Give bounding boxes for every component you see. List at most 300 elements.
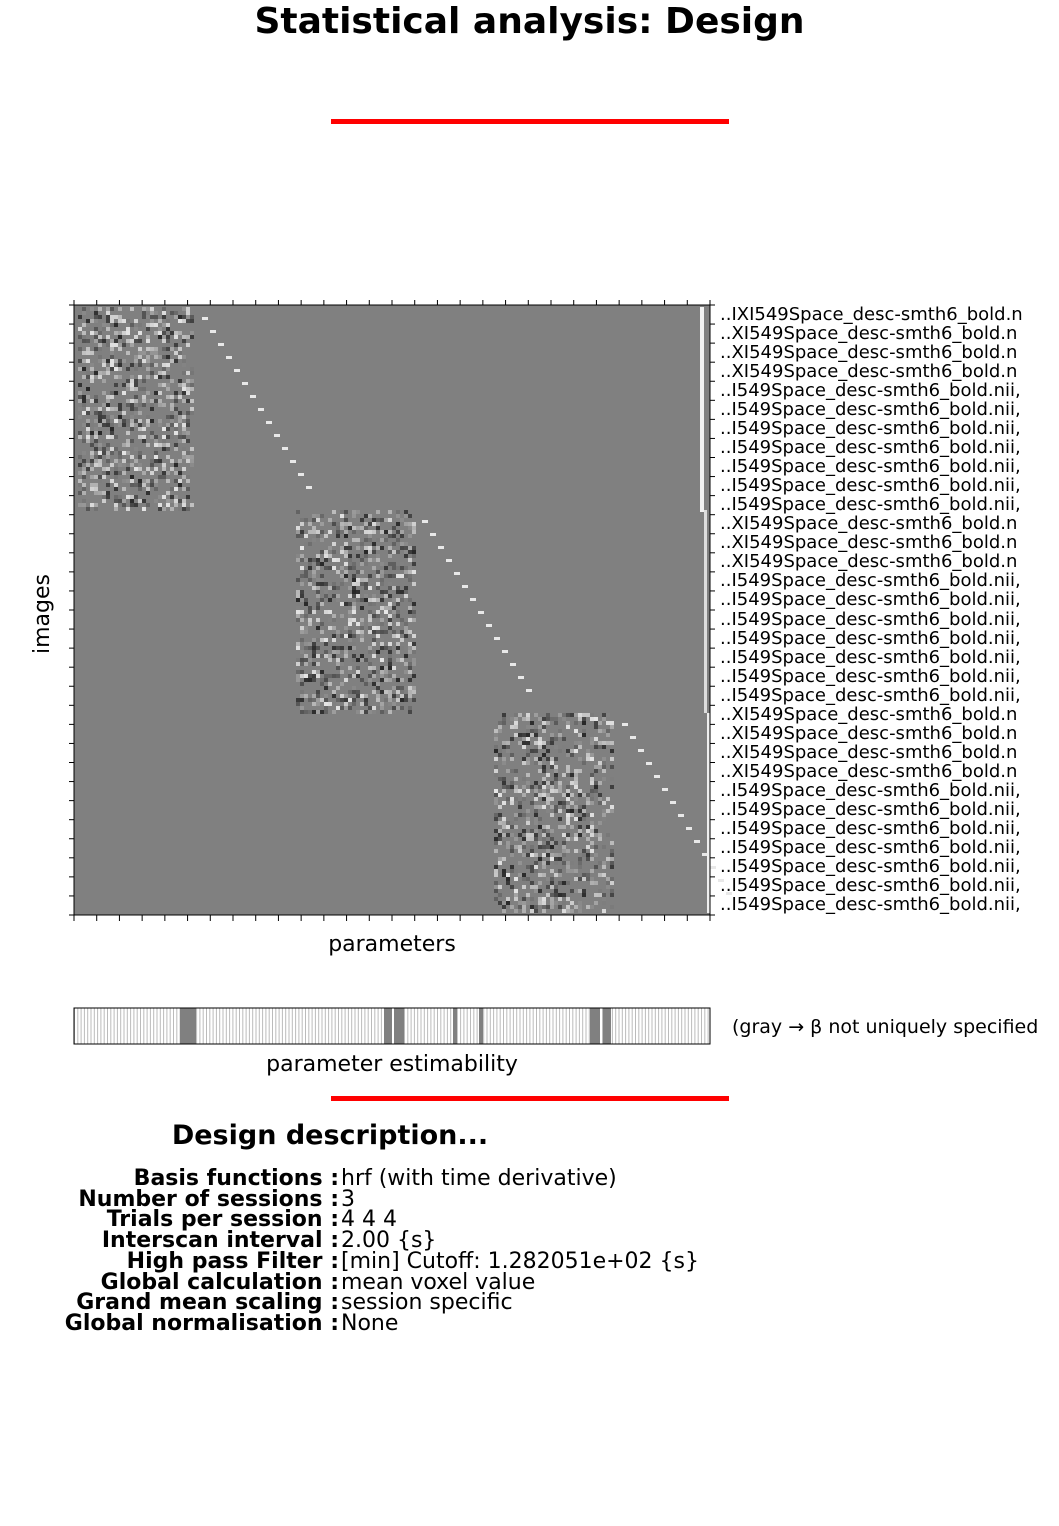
row-label: ..I549Space_desc-smth6_bold.nii, [720,780,1021,802]
matrix-cell [368,594,372,598]
matrix-cell [558,789,562,793]
estimability-caption: parameter estimability [266,1052,518,1077]
matrix-cell [388,666,392,670]
matrix-cell [360,634,364,638]
matrix-cell [550,841,554,845]
matrix-cell [534,749,538,753]
matrix-cell [550,765,554,769]
matrix-cell [166,387,170,391]
matrix-cell [506,897,510,901]
matrix-cell [570,781,574,785]
matrix-cell [138,323,142,327]
matrix-cell [392,550,396,554]
matrix-cell [174,495,178,499]
matrix-cell [400,530,404,534]
matrix-cell [388,602,392,606]
matrix-cell [506,825,510,829]
matrix-cell [372,570,376,574]
matrix-cell [352,702,356,706]
matrix-cell [380,706,384,710]
matrix-cell [368,642,372,646]
estimability-cell-divider [421,1008,422,1044]
matrix-cell [534,861,538,865]
matrix-cell [190,383,194,387]
matrix-cell [82,359,86,363]
matrix-cell [316,698,320,702]
matrix-cell [150,315,154,319]
matrix-cell [542,745,546,749]
matrix-cell [522,853,526,857]
matrix-cell [498,721,502,725]
matrix-cell [90,351,94,355]
matrix-cell [380,578,384,582]
matrix-cell [562,805,566,809]
matrix-cell [388,698,392,702]
matrix-cell [316,694,320,698]
matrix-cell [542,765,546,769]
matrix-cell [506,877,510,881]
matrix-cell [94,407,98,411]
estimability-cell-divider [259,1008,260,1044]
matrix-cell [404,522,408,526]
matrix-cell [550,813,554,817]
row-label: ..XI549Space_desc-smth6_bold.n [720,703,1018,725]
matrix-cell [550,717,554,721]
estimability-cell-divider [477,1008,478,1044]
matrix-cell [78,503,82,507]
matrix-cell [190,387,194,391]
matrix-cell [364,522,368,526]
matrix-cell [360,702,364,706]
matrix-cell [150,371,154,375]
matrix-cell [498,857,502,861]
matrix-cell [380,666,384,670]
matrix-cell [408,646,412,650]
outlier-spike [218,343,224,346]
matrix-cell [368,574,372,578]
matrix-cell [166,455,170,459]
design-description-value: mean voxel value [341,1269,536,1295]
matrix-cell [400,590,404,594]
matrix-cell [174,503,178,507]
matrix-cell [380,618,384,622]
matrix-cell [562,853,566,857]
matrix-cell [368,666,372,670]
x-axis-label: parameters [328,932,456,957]
estimability-cell-divider [546,1008,547,1044]
matrix-cell [574,773,578,777]
estimability-cell-divider [619,1008,620,1044]
matrix-cell [566,749,570,753]
estimability-cell-divider [513,1008,514,1044]
estimability-cell-divider [196,1008,197,1044]
matrix-cell [372,626,376,630]
matrix-cell [542,717,546,721]
matrix-cell [396,586,400,590]
matrix-cell [514,869,518,873]
matrix-cell [550,797,554,801]
matrix-cell [130,403,134,407]
matrix-cell [368,622,372,626]
matrix-cell [364,526,368,530]
matrix-cell [82,487,86,491]
matrix-cell [304,642,308,646]
matrix-cell [344,634,348,638]
estimability-cell-divider [444,1008,445,1044]
row-label: ..IXI549Space_desc-smth6_bold.n [720,303,1023,325]
matrix-cell [114,407,118,411]
matrix-cell [178,315,182,319]
matrix-cell [130,479,134,483]
matrix-cell [102,499,106,503]
matrix-cell [574,729,578,733]
matrix-cell [586,877,590,881]
matrix-cell [122,459,126,463]
matrix-cell [170,415,174,419]
matrix-cell [578,857,582,861]
matrix-cell [130,503,134,507]
matrix-cell [344,546,348,550]
matrix-cell [542,825,546,829]
matrix-cell [606,881,610,885]
matrix-cell [558,905,562,909]
matrix-cell [570,773,574,777]
matrix-cell [138,363,142,367]
row-label: ..I549Space_desc-smth6_bold.nii, [720,475,1021,497]
matrix-cell [388,582,392,586]
matrix-cell [182,335,186,339]
estimability-cell-divider [150,1008,151,1044]
matrix-cell [186,439,190,443]
matrix-cell [408,522,412,526]
matrix-cell [134,503,138,507]
estimability-cell-divider [84,1008,85,1044]
matrix-cell [134,395,138,399]
matrix-cell [86,431,90,435]
matrix-cell [522,825,526,829]
matrix-cell [498,753,502,757]
matrix-cell [606,713,610,717]
estimability-cell-divider [681,1008,682,1044]
estimability-cell-divider [520,1008,521,1044]
matrix-cell [360,562,364,566]
matrix-cell [538,873,542,877]
matrix-cell [78,463,82,467]
matrix-cell [316,654,320,658]
matrix-cell [514,789,518,793]
matrix-cell [574,785,578,789]
matrix-cell [364,538,368,542]
matrix-cell [344,562,348,566]
matrix-cell [506,769,510,773]
matrix-cell [554,893,558,897]
matrix-cell [510,865,514,869]
matrix-cell [610,809,614,813]
matrix-cell [324,710,328,714]
matrix-cell [78,435,82,439]
matrix-cell [376,622,380,626]
matrix-cell [86,395,90,399]
estimability-cell-divider [206,1008,207,1044]
estimability-cell-divider [483,1008,484,1044]
matrix-cell [530,749,534,753]
design-description-value: hrf (with time derivative) [341,1166,617,1191]
matrix-cell [502,741,506,745]
matrix-cell [182,371,186,375]
matrix-cell [78,367,82,371]
matrix-cell [412,610,416,614]
estimability-cell-divider [543,1008,544,1044]
matrix-cell [336,666,340,670]
matrix-cell [102,439,106,443]
matrix-cell [134,335,138,339]
matrix-cell [598,833,602,837]
matrix-cell [586,793,590,797]
matrix-cell [594,769,598,773]
matrix-cell [404,594,408,598]
matrix-cell [562,861,566,865]
matrix-cell [126,439,130,443]
matrix-cell [122,331,126,335]
matrix-cell [566,813,570,817]
matrix-cell [142,435,146,439]
matrix-cell [182,423,186,427]
matrix-cell [510,905,514,909]
matrix-cell [82,331,86,335]
matrix-cell [174,359,178,363]
matrix-cell [570,869,574,873]
estimability-cell-divider [622,1008,623,1044]
matrix-cell [494,765,498,769]
matrix-cell [514,893,518,897]
matrix-cell [526,717,530,721]
matrix-cell [106,435,110,439]
matrix-cell [562,825,566,829]
matrix-cell [586,813,590,817]
matrix-cell [502,841,506,845]
matrix-cell [98,339,102,343]
matrix-cell [102,419,106,423]
matrix-cell [182,439,186,443]
matrix-cell [110,451,114,455]
matrix-cell [582,721,586,725]
matrix-cell [166,447,170,451]
matrix-cell [526,773,530,777]
matrix-cell [586,825,590,829]
matrix-cell [542,737,546,741]
estimability-gray-cell [384,1008,392,1044]
matrix-cell [126,379,130,383]
matrix-cell [598,721,602,725]
matrix-cell [332,654,336,658]
matrix-cell [602,801,606,805]
matrix-cell [510,737,514,741]
matrix-cell [594,721,598,725]
matrix-cell [300,610,304,614]
matrix-cell [526,897,530,901]
matrix-cell [94,483,98,487]
matrix-cell [546,905,550,909]
matrix-cell [594,781,598,785]
matrix-cell [142,367,146,371]
matrix-cell [498,833,502,837]
matrix-cell [114,359,118,363]
matrix-cell [344,578,348,582]
matrix-cell [412,646,416,650]
matrix-cell [586,853,590,857]
matrix-cell [530,833,534,837]
design-description-row [0,1228,1059,1254]
matrix-cell [312,562,316,566]
matrix-cell [610,749,614,753]
estimability-cell-divider [500,1008,501,1044]
matrix-cell [404,662,408,666]
matrix-cell [598,889,602,893]
matrix-cell [182,435,186,439]
matrix-cell [78,407,82,411]
matrix-cell [134,387,138,391]
matrix-cell [316,690,320,694]
matrix-cell [522,905,526,909]
matrix-cell [114,331,118,335]
matrix-cell [574,817,578,821]
estimability-cell-divider [94,1008,95,1044]
matrix-cell [106,495,110,499]
matrix-cell [368,522,372,526]
matrix-cell [126,319,130,323]
matrix-cell [320,598,324,602]
estimability-cell-divider [434,1008,435,1044]
matrix-cell [558,749,562,753]
matrix-cell [312,538,316,542]
matrix-cell [380,690,384,694]
matrix-cell [368,626,372,630]
estimability-cell-divider [368,1008,369,1044]
matrix-cell [324,554,328,558]
matrix-cell [578,905,582,909]
matrix-cell [542,865,546,869]
matrix-cell [106,343,110,347]
matrix-cell [566,909,570,913]
matrix-cell [578,901,582,905]
matrix-cell [412,550,416,554]
matrix-cell [186,379,190,383]
matrix-cell [380,630,384,634]
matrix-cell [360,638,364,642]
matrix-cell [332,586,336,590]
matrix-cell [598,821,602,825]
matrix-cell [396,598,400,602]
estimability-cell-divider [566,1008,567,1044]
estimability-gray-cell [394,1008,404,1044]
matrix-cell [590,829,594,833]
matrix-cell [502,909,506,913]
matrix-cell [348,706,352,710]
matrix-cell [566,789,570,793]
matrix-cell [348,522,352,526]
matrix-cell [146,355,150,359]
matrix-cell [522,761,526,765]
matrix-cell [352,514,356,518]
matrix-cell [566,721,570,725]
matrix-cell [106,467,110,471]
matrix-cell [162,403,166,407]
section-divider [331,1096,729,1101]
matrix-cell [554,873,558,877]
estimability-cell-divider [292,1008,293,1044]
matrix-cell [542,897,546,901]
matrix-cell [502,757,506,761]
matrix-cell [296,558,300,562]
matrix-cell [606,877,610,881]
matrix-cell [134,407,138,411]
matrix-cell [110,351,114,355]
matrix-cell [610,889,614,893]
estimability-cell-divider [688,1008,689,1044]
matrix-cell [566,769,570,773]
matrix-cell [94,475,98,479]
matrix-cell [162,383,166,387]
row-label: ..I549Space_desc-smth6_bold.nii, [720,436,1021,458]
matrix-cell [348,614,352,618]
matrix-cell [122,499,126,503]
matrix-cell [574,777,578,781]
matrix-cell [328,702,332,706]
matrix-cell [134,339,138,343]
matrix-cell [602,861,606,865]
matrix-cell [498,725,502,729]
matrix-cell [526,761,530,765]
matrix-cell [534,837,538,841]
page-title: Statistical analysis: Design [254,1,805,42]
matrix-cell [142,483,146,487]
matrix-cell [550,737,554,741]
matrix-cell [336,526,340,530]
matrix-cell [566,865,570,869]
matrix-cell [324,638,328,642]
matrix-cell [388,594,392,598]
matrix-cell [186,487,190,491]
matrix-cell [412,614,416,618]
matrix-cell [586,757,590,761]
matrix-cell [106,367,110,371]
estimability-cell-divider [223,1008,224,1044]
matrix-cell [514,817,518,821]
matrix-cell [380,590,384,594]
matrix-cell [384,690,388,694]
matrix-cell [376,582,380,586]
matrix-cell [332,710,336,714]
matrix-cell [574,769,578,773]
estimability-cell-divider [256,1008,257,1044]
matrix-cell [518,849,522,853]
matrix-cell [384,562,388,566]
matrix-cell [150,323,154,327]
matrix-cell [526,877,530,881]
matrix-cell [530,849,534,853]
matrix-cell [312,650,316,654]
matrix-cell [570,713,574,717]
matrix-cell [340,514,344,518]
matrix-cell [518,905,522,909]
matrix-cell [526,817,530,821]
matrix-cell [578,745,582,749]
matrix-cell [396,510,400,514]
matrix-cell [150,431,154,435]
matrix-cell [598,797,602,801]
matrix-cell [582,809,586,813]
matrix-cell [574,849,578,853]
